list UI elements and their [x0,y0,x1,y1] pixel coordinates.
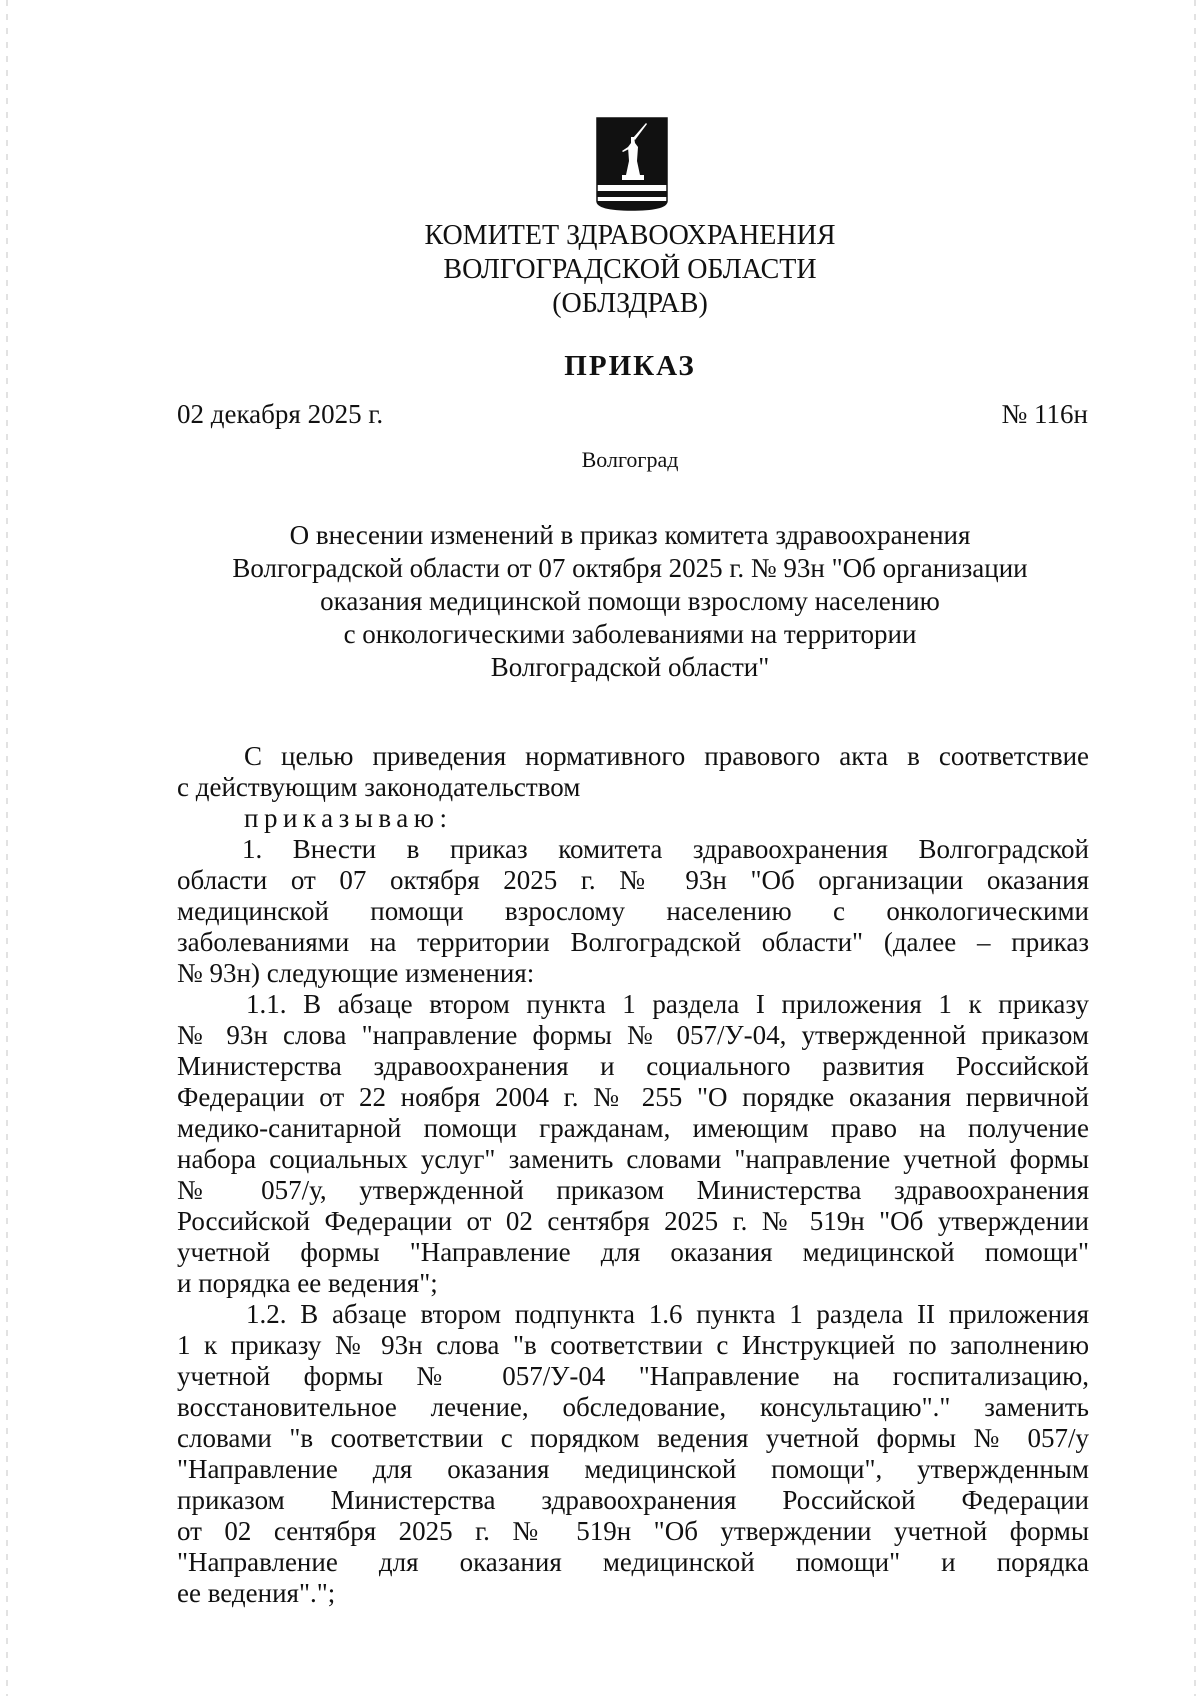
order-date: 02 декабря 2025 г. [177,399,384,429]
org-abbreviation: (ОБЛЗДРАВ) [552,288,708,319]
body-line: области от 07 октября 2025 г. № 93н "Об организации оказания [177,865,1089,895]
order-title [170,519,1090,684]
body-line: 1.1. В абзаце втором пункта 1 раздела I приложения 1 к приказу [246,989,1089,1019]
body-line: приказом Министерства здравоохранения Российской Федерации [177,1485,1089,1515]
body-line: набора социальных услуг" заменить словами "направление учетной формы [177,1144,1089,1174]
body-line: с действующим законодательством [177,772,581,802]
coat-of-arms-emblem [596,117,668,211]
body-line: заболеваниями на территории Волгоградской области" (далее – приказ [177,927,1089,957]
body-line: С целью приведения нормативного правового акта в соответствие [244,741,1089,771]
org-name-line-2: ВОЛГОГРАДСКОЙ ОБЛАСТИ [443,254,817,285]
body-line: учетной формы "Направление для оказания медицинской помощи" [177,1237,1089,1267]
scan-edge-right [1194,0,1196,1696]
body-line: 1. Внести в приказ комитета здравоохранения Волгоградской [242,834,1089,864]
body-line: Министерства здравоохранения и социального развития Российской [177,1051,1089,1081]
body-line: 1.2. В абзаце втором подпункта 1.6 пункта 1 раздела II приложения [246,1299,1089,1329]
body-line: 1 к приказу № 93н слова "в соответствии с Инструкцией по заполнению [177,1330,1089,1360]
scan-edge-left [6,0,8,1696]
order-city: Волгоград [581,447,679,472]
body-line: № 93н) следующие изменения: [177,958,535,988]
body-line: "Направление для оказания медицинской помощи", утвержденным [177,1454,1089,1484]
body-line: ее ведения"."; [177,1578,336,1608]
title-line: с онкологическими заболеваниями на территории [343,619,917,649]
body-line: медико-санитарной помощи гражданам, имеющим право на получение [177,1113,1089,1143]
title-line: О внесении изменений в приказ комитета здравоохранения [289,520,971,550]
order-number: № 116н [1001,399,1088,429]
body-line: учетной формы № 057/У-04 "Направление на госпитализацию, [177,1361,1089,1391]
org-name-line-1: КОМИТЕТ ЗДРАВООХРАНЕНИЯ [424,220,836,251]
body-line: восстановительное лечение, обследование, консультацию"." заменить [177,1392,1089,1422]
body-line: от 02 сентября 2025 г. № 519н "Об утверждении учетной формы [177,1516,1089,1546]
order-body [177,741,1089,1609]
document-type-heading: ПРИКАЗ [564,350,696,382]
body-line: № 057/у, утвержденной приказом Министерства здравоохранения [177,1175,1089,1205]
body-line: словами "в соответствии с порядком ведения учетной формы № 057/у [177,1423,1089,1453]
body-line: "Направление для оказания медицинской помощи" и порядка [177,1547,1089,1577]
body-line: медицинской помощи взрослому населению с онкологическими [177,896,1089,926]
order-verb: приказываю: [244,803,453,833]
body-line: № 93н слова "направление формы № 057/У-04, утвержденной приказом [177,1020,1089,1050]
title-line: Волгоградской области от 07 октября 2025 г. № 93н "Об организации [232,553,1028,583]
body-line: и порядка ее ведения"; [177,1268,438,1298]
title-line: оказания медицинской помощи взрослому населению [320,586,940,616]
body-line: Федерации от 22 ноября 2004 г. № 255 "О порядке оказания первичной [177,1082,1089,1112]
title-line: Волгоградской области" [490,652,770,682]
body-line: Российской Федерации от 02 сентября 2025 г. № 519н "Об утверждении [177,1206,1089,1236]
